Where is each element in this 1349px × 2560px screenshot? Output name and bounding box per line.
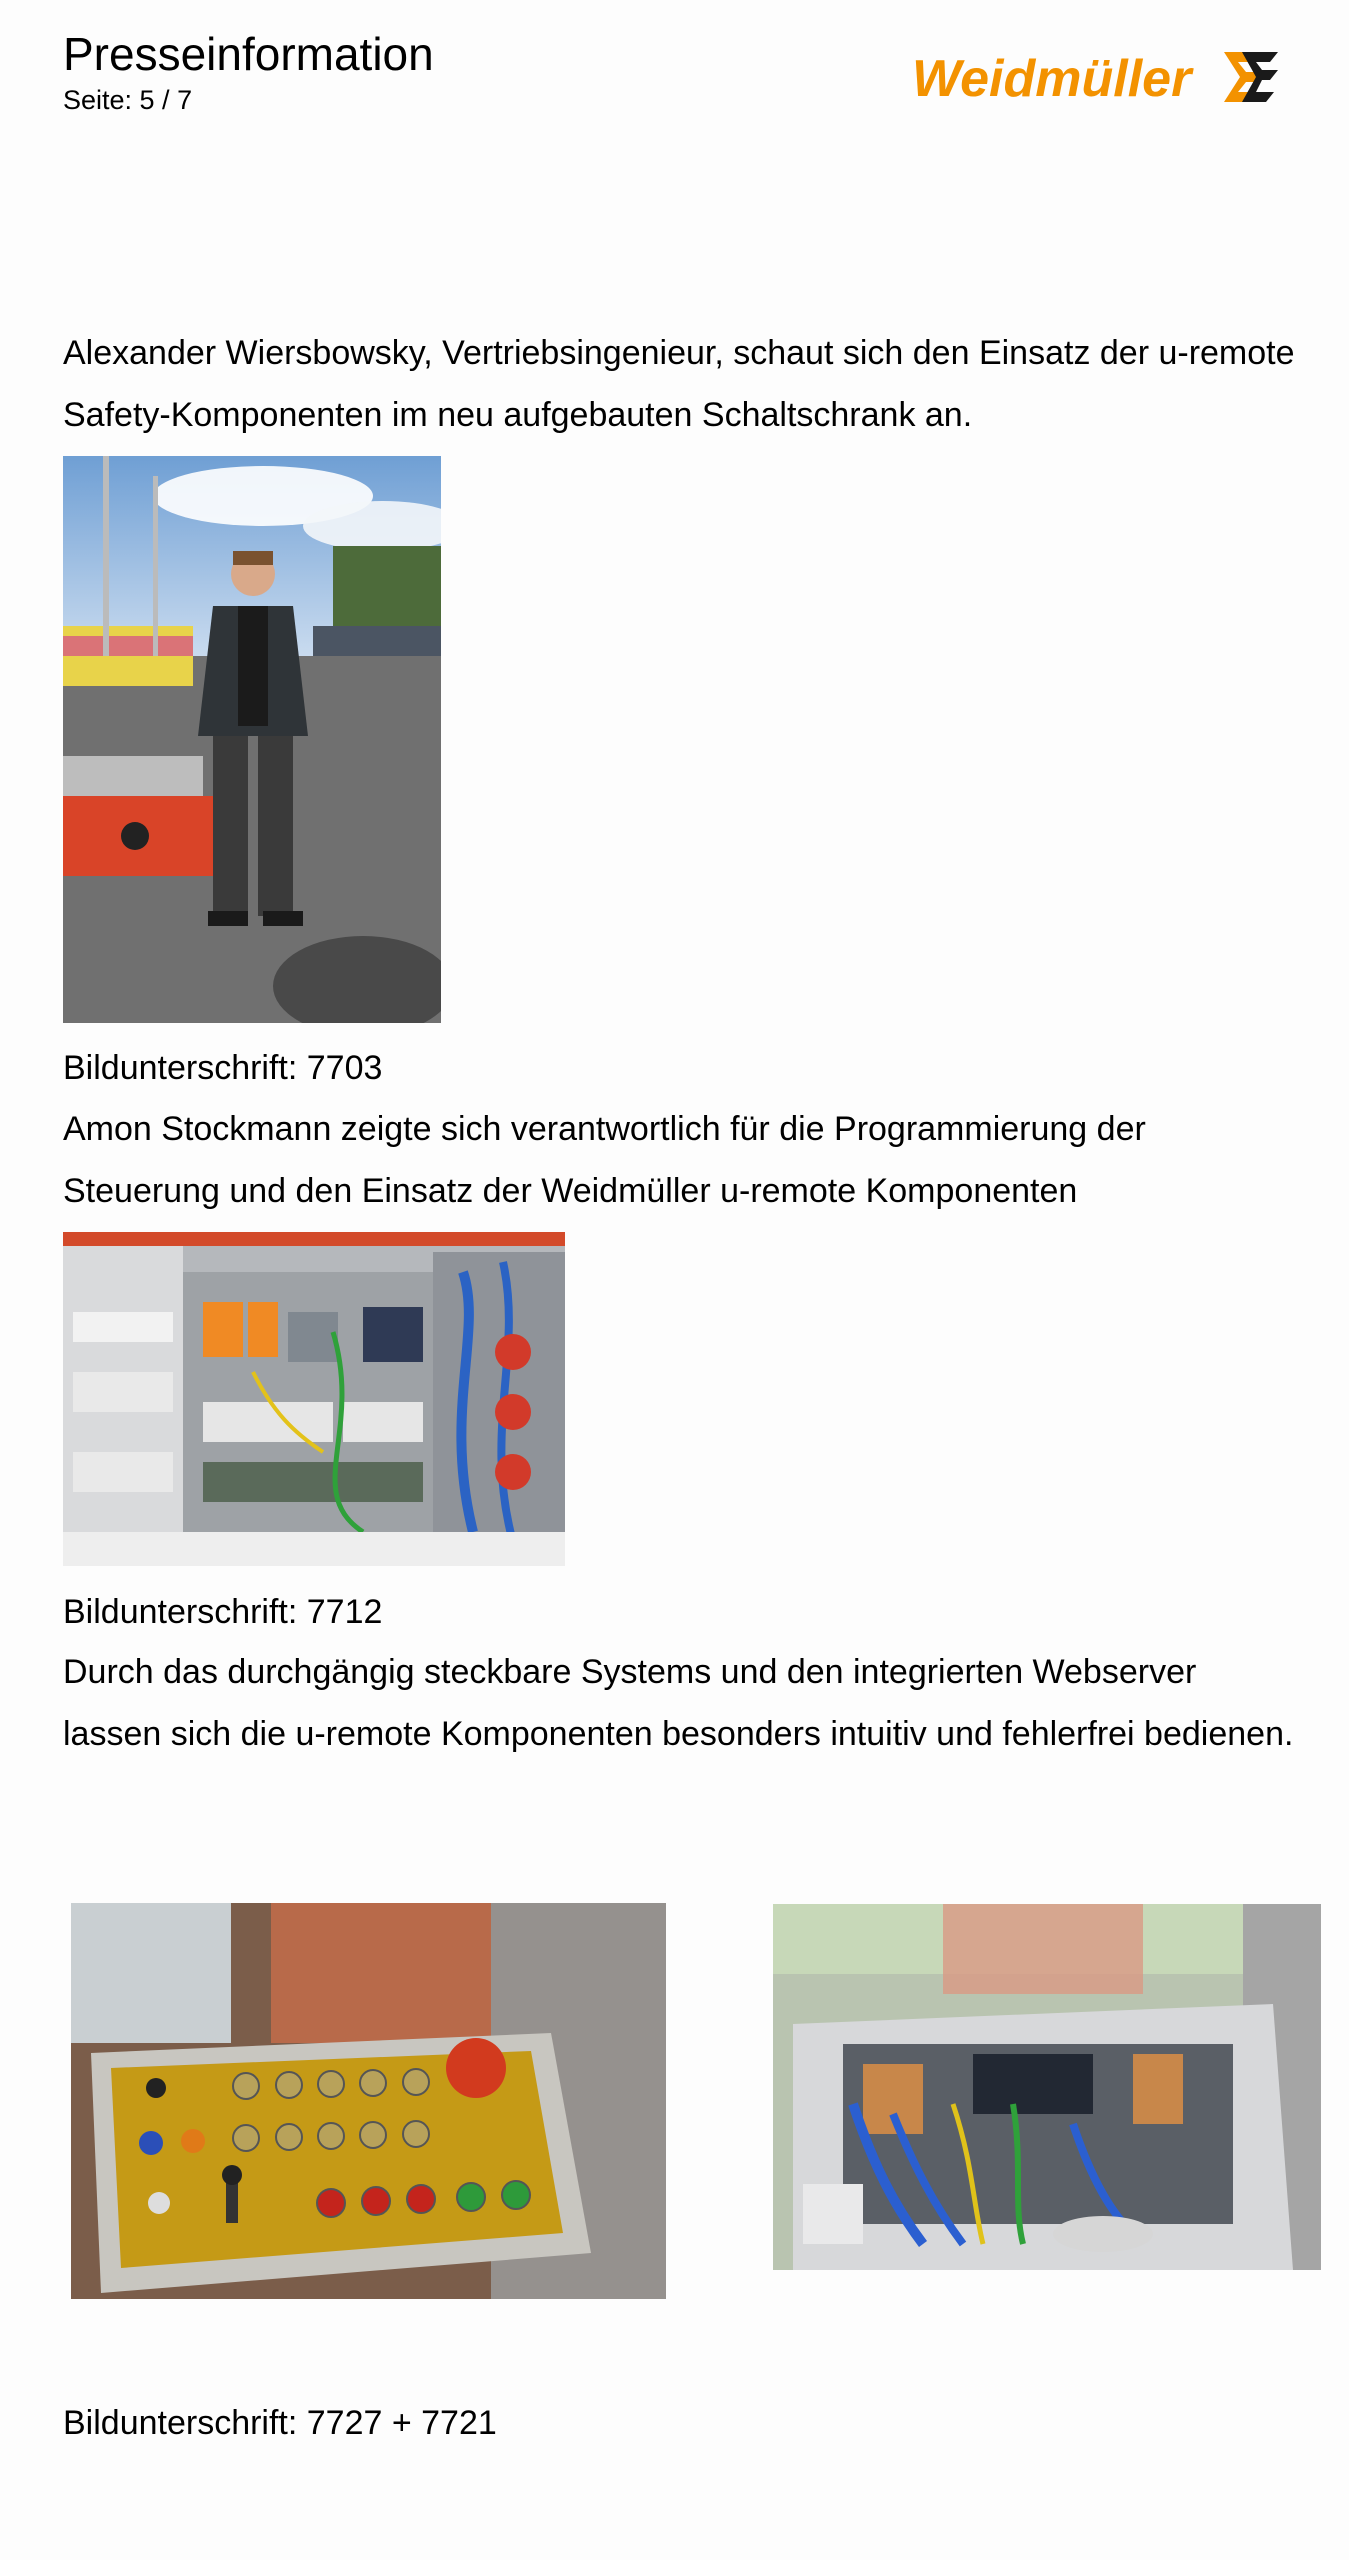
logo-symbol-icon: [1224, 52, 1278, 102]
page-number: Seite: 5 / 7: [63, 85, 193, 115]
paragraph-3: Durch das durchgängig steckbare Systems und den integrierten Webserver lassen sich die u-remote Komponenten besonders intuitiv und fehlerfrei bedienen.: [63, 1653, 1294, 1753]
weidmueller-logo: [912, 44, 1292, 108]
paragraph-1: Alexander Wiersbowsky, Vertriebsingenieur, schaut sich den Einsatz der u-remote Safety-Komponenten im neu aufgebauten Schaltschrank an.: [63, 334, 1295, 434]
caption-7712: Bildunterschrift: 7712: [63, 1593, 383, 1631]
paragraph-2: Amon Stockmann zeigte sich verantwortlich für die Programmierung der Steuerung und den Einsatz der Weidmüller u-remote Komponenten: [63, 1110, 1146, 1210]
caption-7703: Bildunterschrift: 7703: [63, 1049, 383, 1087]
page-title: Presseinformation: [63, 28, 434, 80]
photo-7703: [63, 456, 441, 1023]
logo-wordmark: Weidmüller: [912, 50, 1192, 108]
photo-7721: [773, 1904, 1321, 2270]
caption-7727-7721: Bildunterschrift: 7727 + 7721: [63, 2404, 497, 2442]
photo-7712: [63, 1232, 565, 1566]
photo-7727: [71, 1903, 666, 2299]
